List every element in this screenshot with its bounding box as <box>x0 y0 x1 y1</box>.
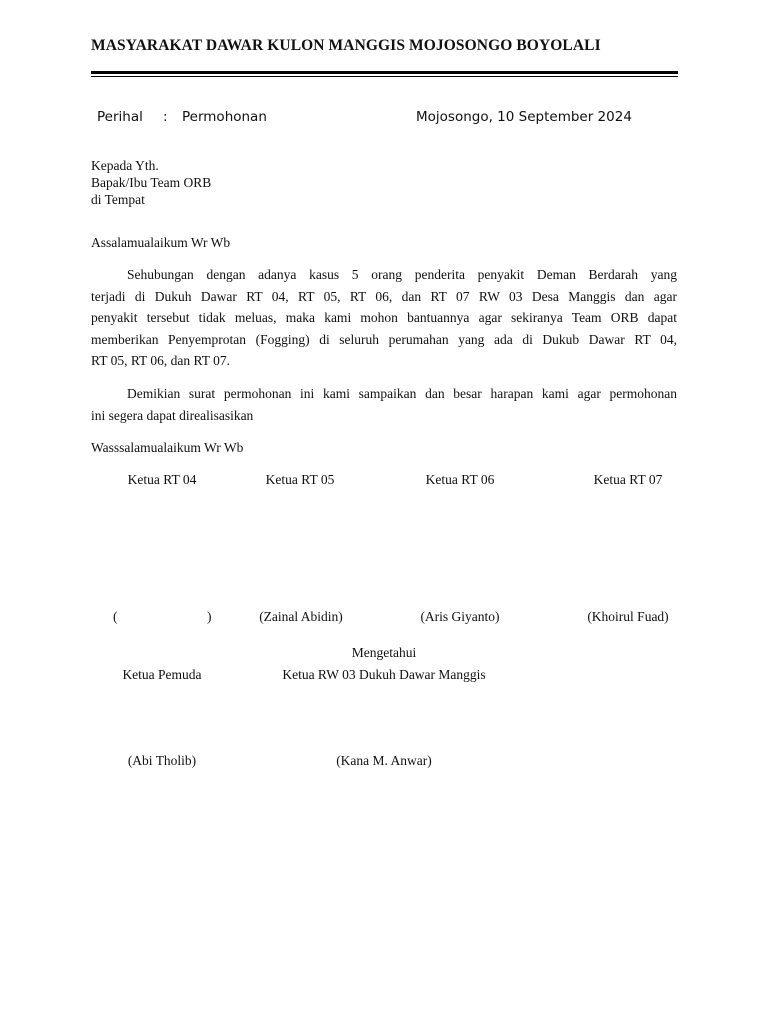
body-paragraph-2 <box>91 383 677 426</box>
signatory-title-rt04: Ketua RT 04 <box>127 472 197 487</box>
greeting: Assalamualaikum Wr Wb <box>91 235 231 250</box>
rw-leader-title: Ketua RW 03 Dukuh Dawar Manggis <box>282 667 486 682</box>
paragraph-line: RT 05, RT 06, dan RT 07. <box>91 353 230 369</box>
paragraph-line: Demikian surat permohonan ini kami sampaikan dan besar harapan kami agar permohonan <box>127 386 677 401</box>
body-paragraph-1 <box>91 264 677 372</box>
rw-leader-name: (Kana M. Anwar) <box>336 753 432 768</box>
recipient-line-1: Kepada Yth. <box>91 158 159 173</box>
signatory-name-rt06: (Aris Giyanto) <box>420 609 500 624</box>
place-date: Mojosongo, 10 September 2024 <box>416 109 632 125</box>
subject-value: Permohonan <box>182 109 267 125</box>
signatory-name-rt05: (Zainal Abidin) <box>259 609 343 624</box>
signatory-title-rt05: Ketua RT 05 <box>265 472 335 487</box>
recipient-line-3: di Tempat <box>91 192 145 207</box>
letterhead-rule-thin <box>91 76 678 77</box>
paragraph-line: penyakit tersebut tidak meluas, maka kami mohon bantuannya agar sekiranya Team ORB dapat <box>91 310 677 326</box>
signatory-title-rt07: Ketua RT 07 <box>593 472 663 487</box>
paragraph-line: Sehubungan dengan adanya kasus 5 orang penderita penyakit Deman Berdarah yang <box>127 267 677 282</box>
paragraph-line: terjadi di Dukuh Dawar RT 04, RT 05, RT 06, dan RT 07 RW 03 Desa Manggis dan agar <box>91 288 677 304</box>
paragraph-line: ini segera dapat direalisasikan <box>91 407 254 423</box>
letterhead-rule-thick <box>91 71 678 74</box>
recipient-line-2: Bapak/Ibu Team ORB <box>91 175 212 190</box>
youth-leader-title: Ketua Pemuda <box>122 667 202 682</box>
youth-leader-name: (Abi Tholib) <box>127 753 197 768</box>
letterhead-title: MASYARAKAT DAWAR KULON MANGGIS MOJOSONGO BOYOLALI <box>91 37 601 54</box>
signatory-title-rt06: Ketua RT 06 <box>425 472 495 487</box>
acknowledged-label: Mengetahui <box>351 645 417 660</box>
paragraph-line: memberikan Penyemprotan (Fogging) di seluruh perumahan yang ada di Dukub Dawar RT 04, <box>91 331 677 347</box>
subject-label: Perihal <box>97 109 143 125</box>
closing: Wasssalamualaikum Wr Wb <box>91 440 244 455</box>
subject-colon: : <box>163 109 168 125</box>
signatory-name-rt07: (Khoirul Fuad) <box>587 609 669 624</box>
